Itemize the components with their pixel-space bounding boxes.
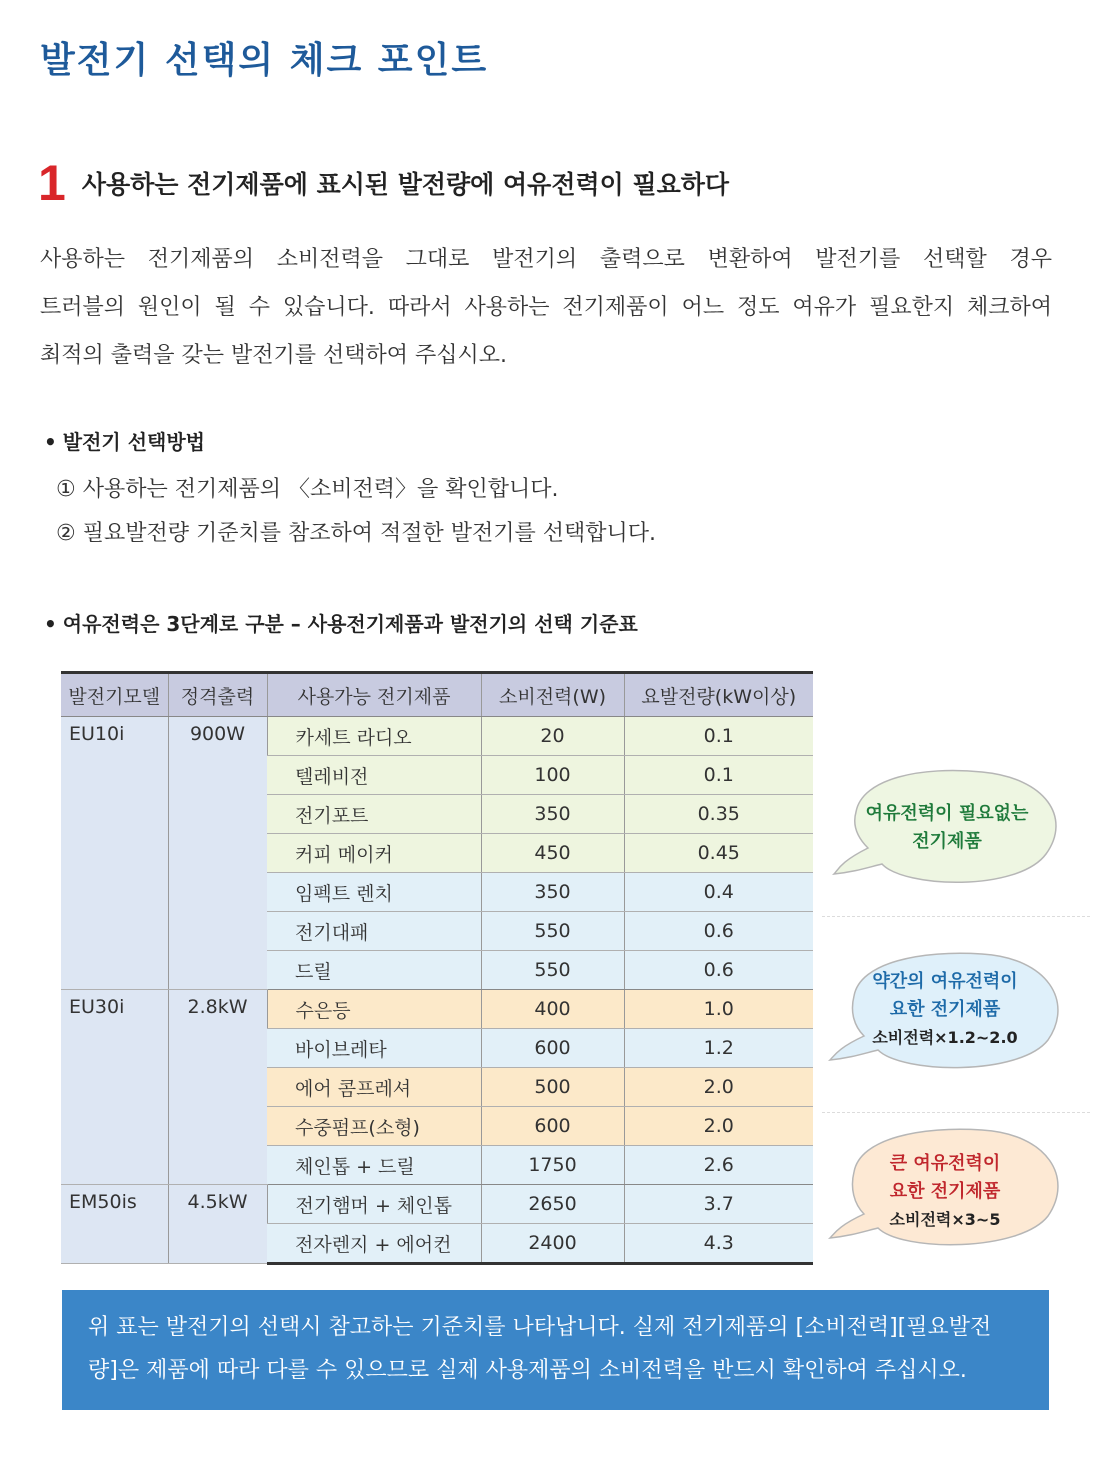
required-cell: 0.4	[624, 873, 813, 912]
required-cell: 1.0	[624, 990, 813, 1029]
watts-cell: 100	[481, 756, 624, 795]
watts-cell: 20	[481, 717, 624, 756]
bubble-small-margin	[826, 950, 1064, 1082]
table-row	[61, 1185, 813, 1224]
generator-selection-table	[61, 671, 813, 1265]
divider	[822, 916, 1090, 917]
bubble-no-margin	[832, 768, 1062, 898]
product-cell: 수중펌프(소형)	[267, 1107, 481, 1146]
watts-cell: 400	[481, 990, 624, 1029]
watts-cell: 1750	[481, 1146, 624, 1185]
product-cell: 체인톱 + 드릴	[267, 1146, 481, 1185]
required-cell: 0.6	[624, 951, 813, 990]
watts-cell: 500	[481, 1068, 624, 1107]
watts-cell: 550	[481, 951, 624, 990]
section-number: 1	[38, 155, 66, 211]
bubble-line: 소비전력×3~5	[889, 1210, 1001, 1229]
paragraph-line: 사용하는 전기제품의 소비전력을 그대로 발전기의 출력으로 변환하여 발전기를 선택할 경우	[40, 247, 1052, 272]
bubble-line: 여유전력이 필요없는	[865, 803, 1029, 824]
required-cell: 0.35	[624, 795, 813, 834]
required-cell: 2.6	[624, 1146, 813, 1185]
bubble-large-margin	[826, 1124, 1064, 1256]
product-cell: 드릴	[267, 951, 481, 990]
required-cell: 0.6	[624, 912, 813, 951]
required-cell: 3.7	[624, 1185, 813, 1224]
product-cell: 에어 콤프레셔	[267, 1068, 481, 1107]
required-cell: 0.1	[624, 717, 813, 756]
watts-cell: 350	[481, 795, 624, 834]
product-cell: 전기포트	[267, 795, 481, 834]
bubble-line: 소비전력×1.2~2.0	[872, 1028, 1018, 1047]
header-required-output: 요발전량(kW이상)	[624, 673, 813, 717]
required-cell: 1.2	[624, 1029, 813, 1068]
table-row	[61, 990, 813, 1029]
product-cell: 바이브레타	[267, 1029, 481, 1068]
header-products: 사용가능 전기제품	[267, 673, 481, 717]
rated-cell: 2.8kW	[168, 990, 267, 1185]
product-cell: 전기햄머 + 체인톱	[267, 1185, 481, 1224]
method-step-2: ② 필요발전량 기준치를 참조하여 적절한 발전기를 선택합니다.	[56, 521, 656, 546]
required-cell: 0.1	[624, 756, 813, 795]
watts-cell: 350	[481, 873, 624, 912]
bubble-line: 요한 전기제품	[889, 1181, 1001, 1202]
required-cell: 4.3	[624, 1224, 813, 1264]
product-cell: 전기대패	[267, 912, 481, 951]
bubble-line: 큰 여유전력이	[889, 1153, 1001, 1174]
watts-cell: 600	[481, 1029, 624, 1068]
required-cell: 2.0	[624, 1068, 813, 1107]
bubble-line: 전기제품	[912, 831, 982, 852]
reference-note-box	[62, 1290, 1049, 1410]
product-cell: 수은등	[267, 990, 481, 1029]
watts-cell: 450	[481, 834, 624, 873]
watts-cell: 550	[481, 912, 624, 951]
section-header	[38, 155, 730, 211]
table-header-row	[61, 673, 813, 717]
rated-cell: 900W	[168, 717, 267, 990]
bubble-line: 요한 전기제품	[889, 999, 1001, 1020]
model-cell: EU30i	[61, 990, 168, 1185]
method-step-1: ① 사용하는 전기제품의 〈소비전력〉을 확인합니다.	[56, 477, 559, 502]
intro-paragraph	[40, 236, 1052, 380]
note-line: 량]은 제품에 따라 다를 수 있으므로 실제 사용제품의 소비전력을 반드시 확인하여 주십시오.	[88, 1358, 967, 1383]
watts-cell: 2400	[481, 1224, 624, 1264]
table-row	[61, 717, 813, 756]
watts-cell: 600	[481, 1107, 624, 1146]
rated-cell: 4.5kW	[168, 1185, 267, 1264]
required-cell: 0.45	[624, 834, 813, 873]
header-power-consumption: 소비전력(W)	[481, 673, 624, 717]
required-cell: 2.0	[624, 1107, 813, 1146]
page-title: 발전기 선택의 체크 포인트	[40, 40, 489, 81]
product-cell: 전자렌지 + 에어컨	[267, 1224, 481, 1264]
product-cell: 임펙트 렌치	[267, 873, 481, 912]
product-cell: 텔레비전	[267, 756, 481, 795]
table-heading: • 여유전력은 3단계로 구분 – 사용전기제품과 발전기의 선택 기준표	[44, 608, 638, 637]
product-cell: 카세트 라디오	[267, 717, 481, 756]
product-cell: 커피 메이커	[267, 834, 481, 873]
watts-cell: 2650	[481, 1185, 624, 1224]
section-heading: 사용하는 전기제품에 표시된 발전량에 여유전력이 필요하다	[81, 170, 730, 199]
divider	[822, 1112, 1090, 1113]
header-rated-output: 정격출력	[168, 673, 267, 717]
note-line: 위 표는 발전기의 선택시 참고하는 기준치를 나타납니다. 실제 전기제품의 [소비전력][필요발전	[88, 1315, 992, 1340]
model-cell: EM50is	[61, 1185, 168, 1264]
bubble-line: 약간의 여유전력이	[872, 971, 1018, 992]
model-cell: EU10i	[61, 717, 168, 990]
paragraph-line: 최적의 출력을 갖는 발전기를 선택하여 주십시오.	[40, 343, 508, 368]
paragraph-line: 트러블의 원인이 될 수 있습니다. 따라서 사용하는 전기제품이 어느 정도 여유가 필요한지 체크하여	[40, 295, 1052, 320]
method-heading: • 발전기 선택방법	[44, 426, 205, 455]
header-model: 발전기모델	[61, 673, 168, 717]
